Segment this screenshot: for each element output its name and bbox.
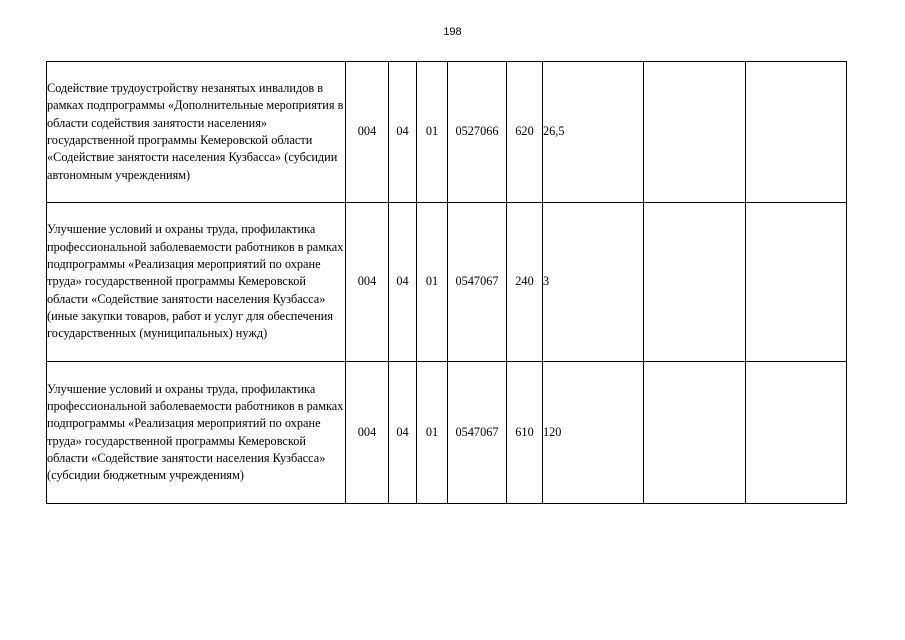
table-row — [47, 362, 847, 504]
page-number: 198 — [443, 26, 462, 38]
empty-cell — [746, 62, 847, 203]
amount-cell: 120 — [543, 362, 644, 504]
table-row — [47, 203, 847, 362]
expense-type-code: 610 — [507, 362, 543, 504]
empty-cell — [746, 362, 847, 504]
target-article-code: 0547067 — [448, 362, 507, 504]
section-code: 04 — [389, 362, 417, 504]
section-code: 04 — [389, 203, 417, 362]
target-article-code: 0527066 — [448, 62, 507, 203]
subsection-code: 01 — [417, 203, 448, 362]
budget-table — [46, 61, 847, 504]
row-description: Улучшение условий и охраны труда, профилактика профессиональной заболеваемости работников в рамках подпрограммы «Реализация мероприятий по охране труда» государственной программы Кемеровской области «Содействие занятости населения Кузбасса» (субсидии бюджетным учреждениям) — [47, 362, 346, 504]
row-description: Улучшение условий и охраны труда, профилактика профессиональной заболеваемости работников в рамках подпрограммы «Реализация мероприятий по охране труда» государственной программы Кемеровской области «Содействие занятости населения Кузбасса» (иные закупки товаров, работ и услуг для обеспечения государственных (муниципальных) нужд) — [47, 203, 346, 362]
empty-cell — [644, 362, 746, 504]
empty-cell — [746, 203, 847, 362]
ministry-code: 004 — [346, 362, 389, 504]
section-code: 04 — [389, 62, 417, 203]
empty-cell — [644, 62, 746, 203]
subsection-code: 01 — [417, 362, 448, 504]
amount-cell: 3 — [543, 203, 644, 362]
expense-type-code: 620 — [507, 62, 543, 203]
empty-cell — [644, 203, 746, 362]
ministry-code: 004 — [346, 62, 389, 203]
target-article-code: 0547067 — [448, 203, 507, 362]
row-description: Содействие трудоустройству незанятых инвалидов в рамках подпрограммы «Дополнительные мероприятия в области содействия занятости населения» государственной программы Кемеровской области «Содействие занятости населения Кузбасса» (субсидии автономным учреждениям) — [47, 62, 346, 203]
subsection-code: 01 — [417, 62, 448, 203]
table-row — [47, 62, 847, 203]
amount-cell: 26,5 — [543, 62, 644, 203]
ministry-code: 004 — [346, 203, 389, 362]
expense-type-code: 240 — [507, 203, 543, 362]
